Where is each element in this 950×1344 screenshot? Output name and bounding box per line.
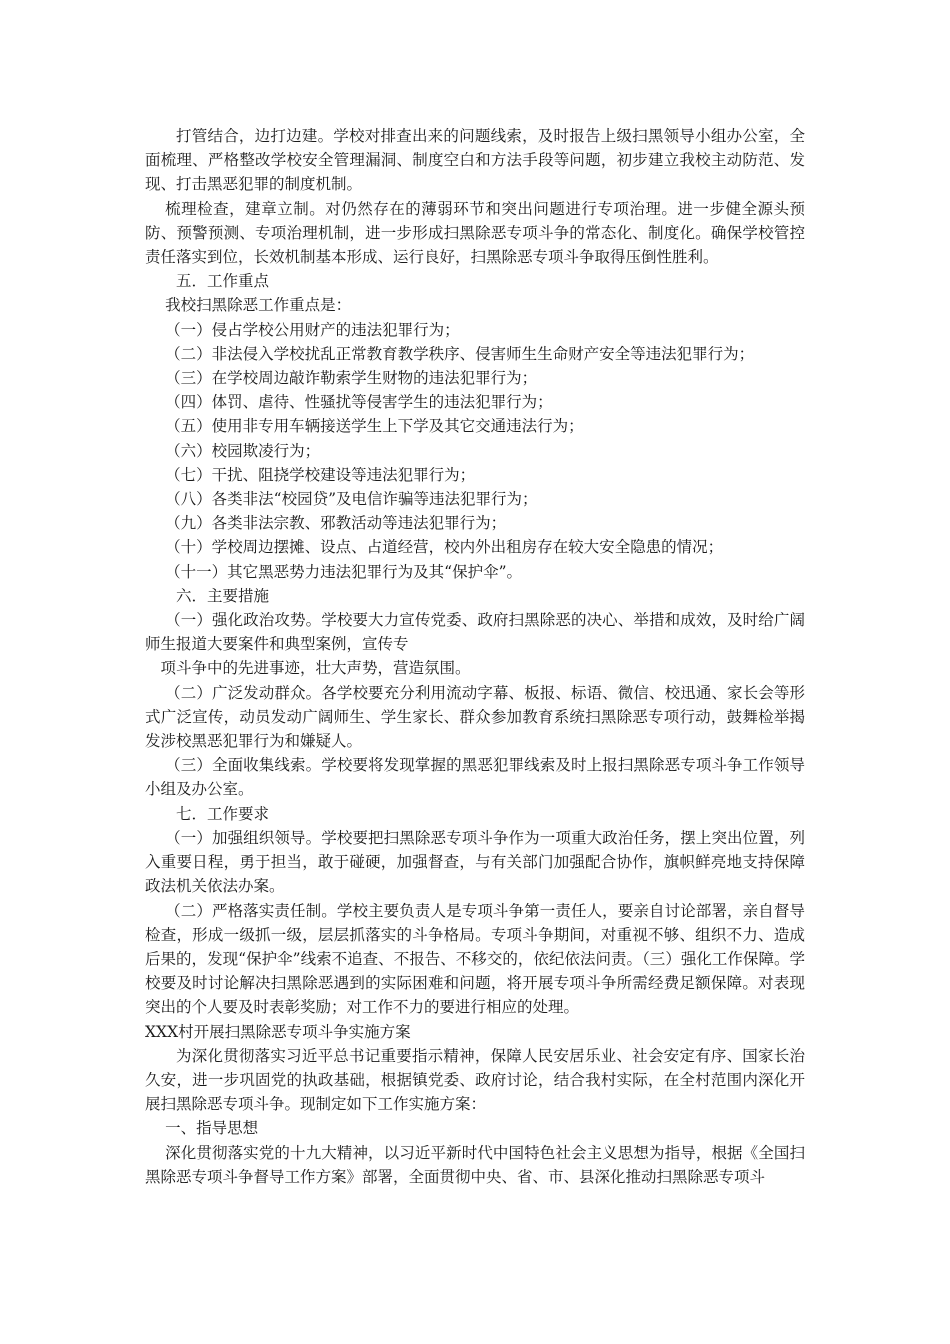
paragraph: （一）强化政治攻势。学校要大力宣传党委、政府扫黑除恶的决心、举措和成效，及时给广阔师生报道大要案件和典型案例，宣传专 <box>145 611 805 654</box>
paragraph: 梳理检查，建章立制。对仍然存在的薄弱环节和突出问题进行专项治理。进一步健全源头预防、预警预测、专项治理机制，进一步形成扫黑除恶专项斗争的常态化、制度化。确保学校管控责任落实到位，长效机制基本形成、运行良好，扫黑除恶专项斗争取得压倒性胜利。 <box>145 199 805 267</box>
paragraph: 我校扫黑除恶工作重点是： <box>165 296 352 315</box>
document-title: XXX村开展扫黑除恶专项斗争实施方案 <box>145 1022 411 1041</box>
list-item: （二）非法侵入学校扰乱正常教育教学秩序、侵害师生生命财产安全等违法犯罪行为； <box>165 344 755 363</box>
section-heading: 六．主要措施 <box>176 586 270 605</box>
list-item: （六）校园欺凌行为； <box>165 441 321 460</box>
list-item: （七）干扰、阻挠学校建设等违法犯罪行为； <box>165 465 476 484</box>
paragraph: （二）严格落实责任制。学校主要负责人是专项斗争第一责任人，要亲自讨论部署，亲自督导检查，形成一级抓一级，层层抓落实的斗争格局。专项斗争期间，对重视不够、组织不力、造成后果的，发现“保护伞”线索不追查、不报告、不移交的，依纪依法问责。（三）强化工作保障。学校要及时讨论解决扫黑除恶遇到的实际困难和问题，将开展专项斗争所需经费足额保障。对表现突出的个人要及时表彰奖励；对工作不力的要进行相应的处理。 <box>145 901 805 1017</box>
list-item: （三）在学校周边敲诈勒索学生财物的违法犯罪行为； <box>165 369 538 388</box>
paragraph: 深化贯彻落实党的十九大精神，以习近平新时代中国特色社会主义思想为指导，根据《全国扫黑除恶专项斗争督导工作方案》部署，全面贯彻中央、省、市、县深化推动扫黑除恶专项斗 <box>145 1143 805 1186</box>
list-item: （九）各类非法宗教、邪教活动等违法犯罪行为； <box>165 514 507 533</box>
list-item: （八）各类非法“校园贷”及电信诈骗等违法犯罪行为； <box>165 490 538 509</box>
paragraph: （二）广泛发动群众。各学校要充分利用流动字幕、板报、标语、微信、校迅通、家长会等形式广泛宣传，动员发动广阔师生、学生家长、群众参加教育系统扫黑除恶专项行动，鼓舞检举揭发涉校黑恶犯罪行为和嫌疑人。 <box>145 683 805 751</box>
list-item: （十）学校周边摆摊、设点、占道经营，校内外出租房存在较大安全隐患的情况； <box>165 538 724 557</box>
paragraph: 项斗争中的先进事迹，壮大声势，营造氛围。 <box>160 659 471 678</box>
list-item: （十一）其它黑恶势力违法犯罪行为及其“保护伞”。 <box>165 562 522 581</box>
list-item: （五）使用非专用车辆接送学生上下学及其它交通违法行为； <box>165 417 584 436</box>
list-item: （四）体罚、虐待、性骚扰等侵害学生的违法犯罪行为； <box>165 393 553 412</box>
paragraph: 打管结合，边打边建。学校对排查出来的问题线索，及时报告上级扫黑领导小组办公室，全面梳理、严格整改学校安全管理漏洞、制度空白和方法手段等问题，初步建立我校主动防范、发现、打击黑恶犯罪的制度机制。 <box>145 127 805 194</box>
paragraph: （一）加强组织领导。学校要把扫黑除恶专项斗争作为一项重大政治任务，摆上突出位置，列入重要日程，勇于担当，敢于碰硬，加强督查，与有关部门加强配合协作，旗帜鲜亮地支持保障政法机关依法办案。 <box>145 828 805 896</box>
section-heading: 一、指导思想 <box>165 1119 259 1138</box>
paragraph: 为深化贯彻落实习近平总书记重要指示精神，保障人民安居乐业、社会安定有序、国家长治久安，进一步巩固党的执政基础，根据镇党委、政府讨论，结合我村实际，在全村范围内深化开展扫黑除恶专项斗争。现制定如下工作实施方案： <box>145 1046 805 1114</box>
section-heading: 五．工作重点 <box>176 272 270 291</box>
section-heading: 七．工作要求 <box>176 804 270 823</box>
document-page <box>145 124 805 1189</box>
list-item: （一）侵占学校公用财产的违法犯罪行为； <box>165 320 460 339</box>
paragraph: （三）全面收集线索。学校要将发现掌握的黑恶犯罪线索及时上报扫黑除恶专项斗争工作领导小组及办公室。 <box>145 756 805 799</box>
